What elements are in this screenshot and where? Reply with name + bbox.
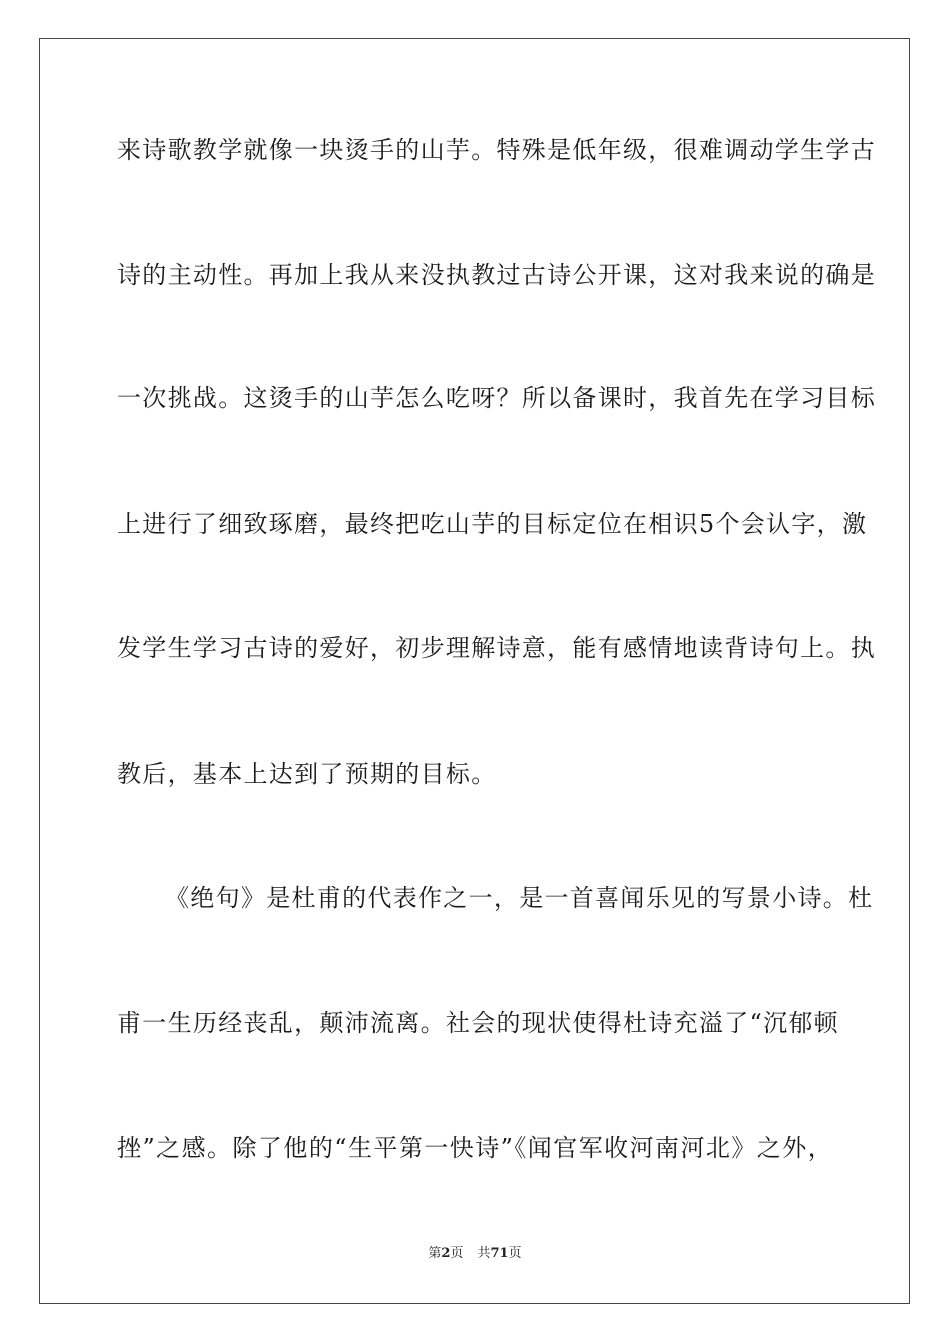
page-label-prefix: 第 [428,1246,442,1261]
body-text-line: 上进行了细致琢磨，最终把吃山芋的目标定位在相识5个会认字，激 [117,510,868,538]
page-footer [0,1245,950,1263]
total-label-suffix: 页 [508,1246,522,1261]
total-label-prefix: 共 [477,1246,491,1261]
body-text-line: 来诗歌教学就像一块烫手的山芋。特殊是低年级，很难调动学生学古 [117,136,876,164]
body-text-line: 挫”之感。除了他的“生平第一快诗”《闻官军收河南河北》之外， [117,1134,833,1162]
body-text-line: 诗的主动性。再加上我从来没执教过古诗公开课，这对我来说的确是 [117,261,876,289]
body-text-line: 甫一生历经丧乱，颠沛流离。社会的现状使得杜诗充溢了“沉郁顿 [117,1009,839,1037]
body-text-line: 一次挑战。这烫手的山芋怎么吃呀？所以备课时，我首先在学习目标 [117,384,876,412]
body-text-line: 教后，基本上达到了预期的目标。 [117,760,497,788]
body-text-line: 发学生学习古诗的爱好，初步理解诗意，能有感情地读背诗句上。执 [117,634,876,662]
page-number: 2 [441,1246,451,1261]
total-pages: 71 [490,1246,509,1261]
page-border [39,38,910,1304]
paragraph-first-line: 《绝句》是杜甫的代表作之一，是一首喜闻乐见的写景小诗。杜 [165,884,874,912]
page-label-suffix: 页 [450,1246,464,1261]
